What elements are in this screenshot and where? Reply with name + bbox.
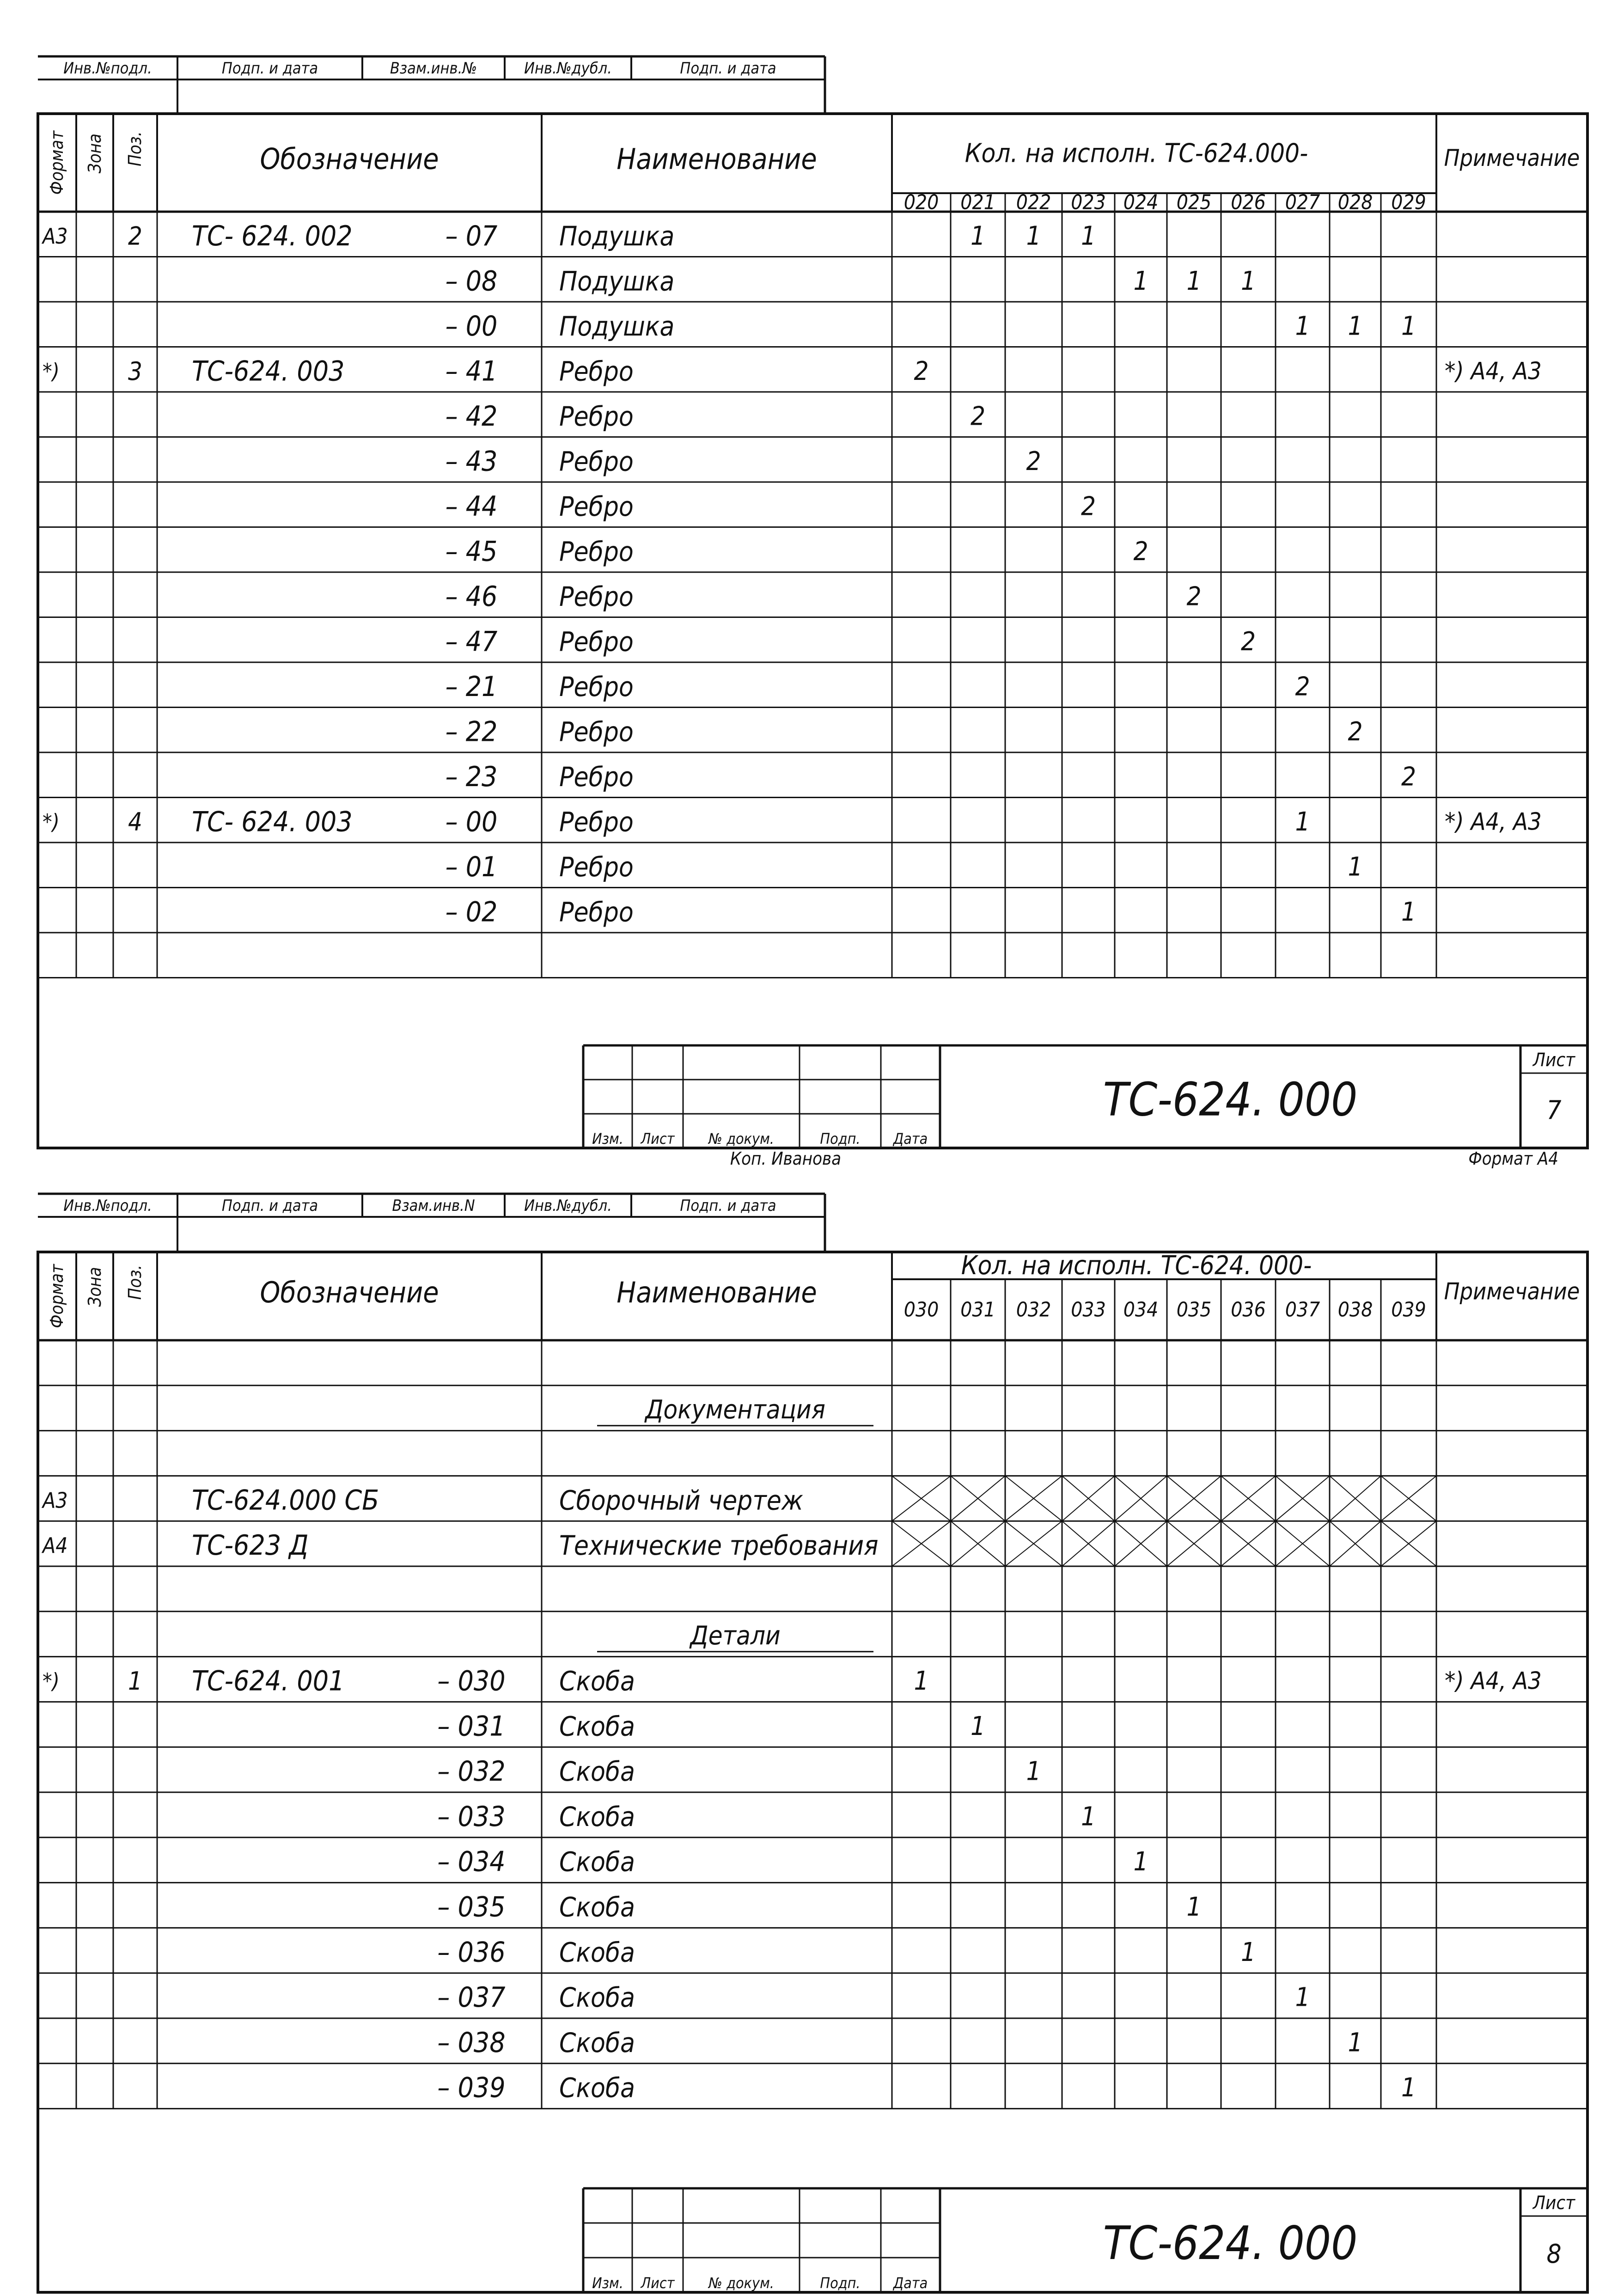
qty-value: 2 (1133, 536, 1148, 567)
row-designation-suffix: – 23 (445, 760, 498, 793)
qty-value: 2 (1401, 762, 1416, 792)
row-position: 4 (128, 807, 142, 837)
stamp-label: Инв.№подл. (63, 1197, 152, 1215)
row-format: *) (43, 1668, 60, 1694)
row-format: А3 (43, 1488, 68, 1513)
row-format: *) (43, 359, 60, 384)
sheet-1 (38, 56, 1587, 1169)
qty-col-header: 027 (1285, 190, 1320, 214)
qty-value: 1 (1026, 221, 1041, 251)
stamp-label: Подп. и дата (221, 1197, 318, 1215)
stamp-label: Взам.инв.N (392, 1197, 475, 1215)
qty-value: 1 (970, 1711, 986, 1741)
title-block-label: Дата (893, 2274, 928, 2292)
stamp-label: Инв.№дубл. (524, 59, 612, 78)
qty-value: 2 (1081, 491, 1096, 522)
row-name: Ребро (559, 400, 634, 432)
qty-value: 1 (1295, 806, 1310, 837)
title-block-label: Лист (641, 2274, 675, 2292)
qty-value: 1 (914, 1666, 929, 1696)
sheet-number: 8 (1546, 2239, 1562, 2269)
footer-format: Формат А4 (1468, 1148, 1558, 1169)
row-name: Скоба (559, 1710, 635, 1742)
copied-by: Коп. Иванова (730, 1148, 842, 1169)
qty-col-header: 038 (1337, 1298, 1373, 1322)
qty-value: 2 (914, 356, 929, 386)
row-designation-suffix: – 030 (437, 1665, 506, 1698)
sheet-label: Лист (1532, 1050, 1575, 1071)
row-name: Скоба (559, 2027, 635, 2058)
header-qty: Кол. на исполн. ТС-624. 000- (961, 1251, 1312, 1281)
header-pos: Поз. (125, 1264, 145, 1300)
header-note: Примечание (1444, 1278, 1580, 1305)
row-name: Скоба (559, 1891, 635, 1923)
qty-col-header: 032 (1016, 1298, 1051, 1322)
qty-value: 1 (970, 221, 986, 251)
qty-col-header: 025 (1176, 190, 1212, 214)
row-name: Ребро (559, 626, 634, 658)
row-designation: ТС- 624. 002 (192, 220, 353, 252)
row-note: *) А4, А3 (1445, 1667, 1542, 1695)
qty-value: 1 (1348, 852, 1363, 882)
row-name: Ребро (559, 896, 634, 928)
qty-value: 1 (1026, 1756, 1041, 1787)
row-designation: ТС- 624. 003 (192, 806, 353, 838)
qty-col-header: 028 (1337, 190, 1373, 214)
qty-col-header: 033 (1071, 1298, 1106, 1322)
sheet-2 (38, 1194, 1587, 2292)
row-note: *) А4, А3 (1445, 357, 1542, 385)
header-qty: Кол. на исполн. ТС-624.000- (965, 138, 1308, 169)
row-name: Технические требования (559, 1530, 879, 1562)
qty-value: 2 (1240, 626, 1256, 657)
qty-value: 1 (1081, 1801, 1096, 1832)
row-position: 1 (128, 1667, 142, 1696)
row-designation-suffix: – 43 (445, 445, 498, 478)
row-designation-suffix: – 031 (437, 1710, 506, 1743)
row-designation-suffix: – 41 (445, 355, 498, 388)
qty-value: 1 (1348, 311, 1363, 342)
row-name: Ребро (559, 446, 634, 477)
qty-col-header: 023 (1071, 190, 1106, 214)
row-designation-suffix: – 21 (445, 670, 498, 703)
qty-value: 1 (1401, 2073, 1416, 2103)
row-name: Ребро (559, 761, 634, 793)
stamp-label: Инв.№дубл. (524, 1197, 612, 1215)
row-designation-suffix: – 032 (437, 1755, 506, 1788)
qty-value: 1 (1401, 897, 1416, 927)
row-designation-suffix: – 02 (445, 896, 498, 928)
qty-value: 1 (1186, 1892, 1202, 1922)
header-format: Формат (47, 130, 67, 195)
qty-value: 2 (1186, 581, 1202, 612)
qty-col-header: 039 (1391, 1298, 1426, 1322)
sheet-frame (38, 114, 1587, 1148)
header-designation: Обозначение (260, 1276, 439, 1309)
row-designation-suffix: – 07 (445, 220, 498, 252)
qty-value: 1 (1295, 311, 1310, 342)
qty-col-header: 031 (960, 1298, 995, 1322)
row-name: Ребро (559, 806, 634, 838)
row-designation-suffix: – 033 (437, 1800, 506, 1833)
row-format: *) (43, 809, 60, 835)
title-block-label: Подп. (820, 1130, 861, 1148)
row-name: Скоба (559, 1801, 635, 1832)
qty-value: 1 (1295, 1982, 1310, 2013)
row-designation-suffix: – 01 (445, 850, 498, 883)
qty-col-header: 029 (1391, 190, 1426, 214)
row-format: А3 (43, 223, 68, 249)
row-name: Скоба (559, 1982, 635, 2014)
header-format: Формат (47, 1264, 67, 1328)
row-designation-suffix: – 035 (437, 1891, 506, 1924)
row-designation-suffix: – 46 (445, 580, 498, 613)
title-block-label: № докум. (708, 1130, 774, 1148)
row-designation: ТС-624.000 СБ (192, 1484, 379, 1517)
qty-col-header: 024 (1123, 190, 1159, 214)
row-name: Ребро (559, 355, 634, 387)
row-name: Скоба (559, 2072, 635, 2104)
row-designation-suffix: – 037 (437, 1981, 506, 2014)
row-designation-suffix: – 036 (437, 1936, 506, 1969)
row-name: Подушка (559, 310, 675, 342)
row-name: Ребро (559, 851, 634, 883)
stamp-label: Подп. и дата (680, 1197, 776, 1215)
header-note: Примечание (1444, 145, 1580, 171)
row-note: *) А4, А3 (1445, 808, 1542, 836)
row-designation: ТС-623 Д (192, 1529, 309, 1562)
row-designation: ТС-624. 003 (192, 355, 345, 388)
header-name: Наименование (617, 1276, 817, 1309)
row-name: Подушка (559, 265, 675, 297)
row-designation-suffix: – 22 (445, 715, 498, 748)
qty-value: 1 (1186, 266, 1202, 296)
qty-col-header: 037 (1285, 1298, 1320, 1322)
row-name: Ребро (559, 716, 634, 748)
title-block-label: № докум. (708, 2274, 774, 2292)
qty-col-header: 020 (904, 190, 939, 214)
stamp-label: Подп. и дата (680, 59, 776, 78)
row-name: Ребро (559, 580, 634, 612)
qty-value: 2 (970, 401, 986, 432)
header-name: Наименование (617, 142, 817, 176)
qty-col-header: 036 (1231, 1298, 1266, 1322)
qty-value: 1 (1133, 266, 1148, 296)
row-name: Скоба (559, 1665, 635, 1697)
sheet-number: 7 (1546, 1095, 1562, 1126)
document-code: ТС-624. 000 (1103, 2216, 1358, 2270)
qty-col-header: 021 (960, 190, 995, 214)
qty-col-header: 030 (904, 1298, 939, 1322)
row-position: 2 (128, 221, 142, 251)
row-name: Ребро (559, 490, 634, 522)
qty-col-header: 035 (1176, 1298, 1212, 1322)
row-designation-suffix: – 00 (445, 806, 498, 838)
row-name: Ребро (559, 671, 634, 702)
title-block-label: Изм. (592, 2274, 623, 2292)
row-designation-suffix: – 039 (437, 2071, 506, 2104)
document-code: ТС-624. 000 (1103, 1072, 1358, 1127)
stamp-label: Взам.инв.№ (390, 59, 477, 78)
row-designation: ТС-624. 001 (192, 1665, 345, 1698)
row-designation-suffix: – 45 (445, 535, 498, 568)
row-name: Сборочный чертеж (559, 1484, 803, 1516)
stamp-label: Инв.№подл. (63, 59, 152, 78)
qty-col-header: 026 (1231, 190, 1266, 214)
row-name: Скоба (559, 1756, 635, 1788)
section-heading: Документация (645, 1395, 825, 1425)
row-format: А4 (43, 1533, 68, 1558)
qty-value: 1 (1348, 2027, 1363, 2058)
title-block-label: Лист (641, 1130, 675, 1148)
row-designation-suffix: – 00 (445, 310, 498, 342)
qty-value: 2 (1026, 446, 1041, 476)
qty-value: 2 (1295, 672, 1310, 702)
row-designation-suffix: – 47 (445, 625, 498, 658)
row-designation-suffix: – 034 (437, 1845, 506, 1878)
qty-value: 1 (1240, 1937, 1256, 1967)
qty-value: 1 (1081, 221, 1096, 251)
header-zone: Зона (85, 1267, 105, 1307)
title-block-label: Дата (893, 1130, 928, 1148)
qty-value: 2 (1348, 716, 1363, 747)
row-designation-suffix: – 038 (437, 2026, 506, 2059)
qty-col-header: 034 (1123, 1298, 1159, 1322)
row-position: 3 (128, 356, 142, 386)
row-name: Подушка (559, 220, 675, 252)
sheet-label: Лист (1532, 2192, 1575, 2214)
row-designation-suffix: – 42 (445, 400, 498, 433)
qty-col-header: 022 (1016, 190, 1051, 214)
section-heading: Детали (690, 1621, 781, 1651)
header-zone: Зона (85, 133, 105, 174)
qty-value: 1 (1401, 311, 1416, 342)
row-designation-suffix: – 44 (445, 490, 498, 523)
row-name: Скоба (559, 1846, 635, 1878)
row-name: Ребро (559, 536, 634, 568)
stamp-label: Подп. и дата (221, 59, 318, 78)
header-designation: Обозначение (260, 142, 439, 176)
row-name: Скоба (559, 1936, 635, 1968)
row-designation-suffix: – 08 (445, 265, 498, 298)
title-block-label: Изм. (592, 1130, 623, 1148)
qty-value: 1 (1133, 1847, 1148, 1877)
title-block-label: Подп. (820, 2274, 861, 2292)
qty-value: 1 (1240, 266, 1256, 296)
header-pos: Поз. (125, 131, 145, 166)
